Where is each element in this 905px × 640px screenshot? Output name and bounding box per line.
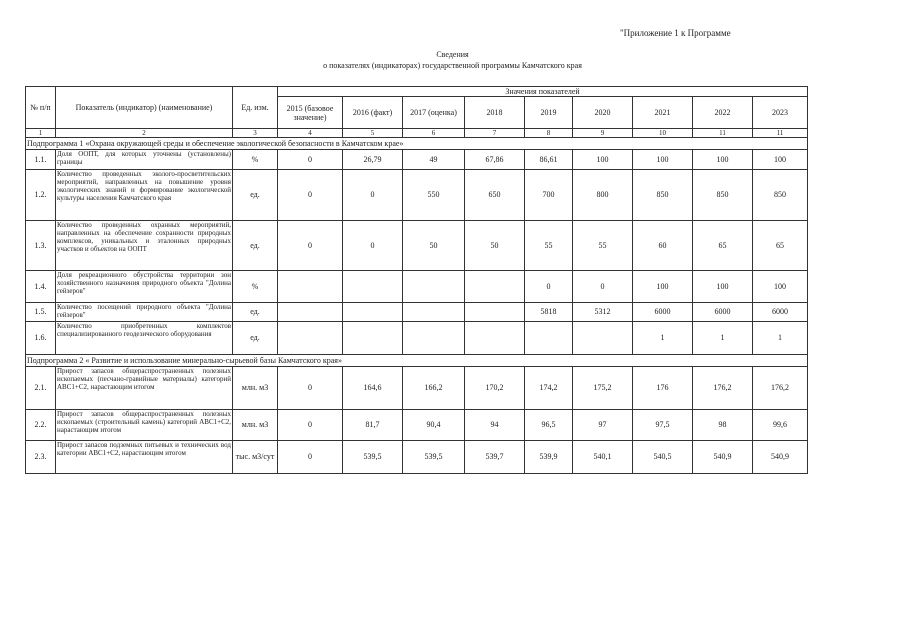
row-number: 1.3.: [26, 221, 56, 271]
value-cell: 96,5: [525, 410, 573, 441]
header-year: 2022: [693, 97, 753, 129]
value-cell: [465, 322, 525, 355]
value-cell: 1: [753, 322, 808, 355]
indicator-name: Прирост запасов общераспространенных полезных ископаемых (строительный камень) категорий АВС1+С2, нарастающим итогом: [56, 410, 233, 441]
column-number: 9: [573, 129, 633, 138]
appendix-label: "Приложение 1 к Программе: [620, 28, 731, 38]
indicator-name: Доля ООПТ, для которых уточнены (установлены) границы: [56, 150, 233, 170]
column-number: 1: [26, 129, 56, 138]
value-cell: [465, 271, 525, 303]
indicator-row: [26, 221, 808, 271]
indicator-name: Доля рекреационного обустройства территории зон хозяйственного назначения природного объекта "Долина гейзеров": [56, 271, 233, 303]
indicator-name: Количество проведенных охранных мероприятий, направленных на обеспечение сохранности природных комплексов, уникальных и эталонных природных участков и объектов на ООПТ: [56, 221, 233, 271]
value-cell: 539,5: [343, 441, 403, 474]
heading-line-1: Сведения: [436, 50, 469, 59]
row-number: 1.5.: [26, 303, 56, 322]
indicator-row: [26, 271, 808, 303]
value-cell: 97,5: [633, 410, 693, 441]
value-cell: 100: [573, 150, 633, 170]
value-cell: 100: [633, 271, 693, 303]
unit-cell: тыс. м3/сут: [233, 441, 278, 474]
value-cell: 850: [693, 170, 753, 221]
row-number: 2.3.: [26, 441, 56, 474]
row-number: 1.6.: [26, 322, 56, 355]
value-cell: [403, 271, 465, 303]
value-cell: 100: [753, 271, 808, 303]
value-cell: 100: [633, 150, 693, 170]
indicator-name: Прирост запасов подземных питьевых и технических вод категории АВС1+С2, нарастающим итогом: [56, 441, 233, 474]
value-cell: 65: [753, 221, 808, 271]
value-cell: [573, 322, 633, 355]
column-number: 3: [233, 129, 278, 138]
column-number: 8: [525, 129, 573, 138]
value-cell: 100: [753, 150, 808, 170]
column-number: 5: [343, 129, 403, 138]
header-year: 2019: [525, 97, 573, 129]
indicator-row: [26, 441, 808, 474]
column-number: 10: [633, 129, 693, 138]
heading-line-2: о показателях (индикаторах) государственной программы Камчатского края: [323, 61, 582, 70]
value-cell: [343, 322, 403, 355]
unit-cell: ед.: [233, 303, 278, 322]
value-cell: 100: [693, 271, 753, 303]
value-cell: 170,2: [465, 367, 525, 410]
row-number: 1.2.: [26, 170, 56, 221]
value-cell: 540,9: [753, 441, 808, 474]
header-indicator: Показатель (индикатор) (наименование): [56, 87, 233, 129]
value-cell: 98: [693, 410, 753, 441]
indicator-row: [26, 150, 808, 170]
row-number: 1.4.: [26, 271, 56, 303]
indicator-name: Количество посещений природного объекта "Долина гейзеров": [56, 303, 233, 322]
value-cell: [525, 322, 573, 355]
value-cell: 6000: [753, 303, 808, 322]
row-number: 2.1.: [26, 367, 56, 410]
unit-cell: %: [233, 150, 278, 170]
value-cell: 55: [573, 221, 633, 271]
value-cell: 540,5: [633, 441, 693, 474]
value-cell: 550: [403, 170, 465, 221]
value-cell: 539,9: [525, 441, 573, 474]
value-cell: 175,2: [573, 367, 633, 410]
value-cell: 86,61: [525, 150, 573, 170]
column-number: 2: [56, 129, 233, 138]
subprogram-title: Подпрограмма 2 « Развитие и использование минерально-сырьевой базы Камчатского края»: [26, 355, 808, 367]
column-number: 11: [693, 129, 753, 138]
value-cell: 174,2: [525, 367, 573, 410]
value-cell: 540,1: [573, 441, 633, 474]
unit-cell: ед.: [233, 221, 278, 271]
indicators-table: [25, 86, 808, 474]
value-cell: [278, 322, 343, 355]
value-cell: 55: [525, 221, 573, 271]
subprogram-row: [26, 355, 808, 367]
value-cell: 176: [633, 367, 693, 410]
value-cell: 0: [278, 221, 343, 271]
value-cell: 0: [278, 441, 343, 474]
value-cell: 700: [525, 170, 573, 221]
value-cell: [343, 271, 403, 303]
value-cell: 800: [573, 170, 633, 221]
header-year: 2020: [573, 97, 633, 129]
value-cell: 539,5: [403, 441, 465, 474]
value-cell: 67,86: [465, 150, 525, 170]
value-cell: 65: [693, 221, 753, 271]
header-year: 2017 (оценка): [403, 97, 465, 129]
header-year: 2015 (базовое значение): [278, 97, 343, 129]
value-cell: 90,4: [403, 410, 465, 441]
value-cell: [403, 322, 465, 355]
indicator-name: Прирост запасов общераспространенных полезных ископаемых (песчано-гравийные материалы) категорий АВС1+С2, нарастающим итогом: [56, 367, 233, 410]
value-cell: [278, 303, 343, 322]
value-cell: 0: [573, 271, 633, 303]
column-number-row: [26, 129, 808, 138]
value-cell: 50: [465, 221, 525, 271]
value-cell: 6000: [633, 303, 693, 322]
indicator-row: [26, 322, 808, 355]
indicator-row: [26, 410, 808, 441]
document-heading: [0, 49, 905, 71]
value-cell: 5818: [525, 303, 573, 322]
value-cell: 0: [278, 367, 343, 410]
value-cell: 26,79: [343, 150, 403, 170]
header-no: № п/п: [26, 87, 56, 129]
value-cell: 94: [465, 410, 525, 441]
header-year: 2023: [753, 97, 808, 129]
value-cell: 164,6: [343, 367, 403, 410]
indicator-row: [26, 170, 808, 221]
row-number: 2.2.: [26, 410, 56, 441]
value-cell: 176,2: [693, 367, 753, 410]
value-cell: 0: [343, 221, 403, 271]
subprogram-row: [26, 138, 808, 150]
value-cell: [403, 303, 465, 322]
value-cell: 60: [633, 221, 693, 271]
value-cell: 100: [693, 150, 753, 170]
value-cell: 850: [753, 170, 808, 221]
column-number: 6: [403, 129, 465, 138]
column-number: 7: [465, 129, 525, 138]
value-cell: 0: [278, 170, 343, 221]
value-cell: [278, 271, 343, 303]
column-number: 11: [753, 129, 808, 138]
value-cell: 6000: [693, 303, 753, 322]
unit-cell: млн. м3: [233, 367, 278, 410]
value-cell: [343, 303, 403, 322]
unit-cell: млн. м3: [233, 410, 278, 441]
value-cell: 539,7: [465, 441, 525, 474]
value-cell: 0: [525, 271, 573, 303]
indicator-name: Количество проведенных эколого-просветительских мероприятий, направленных на повышение уровня экологических знаний и формирование экологической культуры населения Камчатского края: [56, 170, 233, 221]
value-cell: 540,9: [693, 441, 753, 474]
indicator-row: [26, 367, 808, 410]
value-cell: [465, 303, 525, 322]
subprogram-title: Подпрограмма 1 «Охрана окружающей среды и обеспечение экологической безопасности в Камчатском крае»: [26, 138, 808, 150]
value-cell: 0: [278, 150, 343, 170]
header-year: 2018: [465, 97, 525, 129]
value-cell: 166,2: [403, 367, 465, 410]
value-cell: 650: [465, 170, 525, 221]
value-cell: 50: [403, 221, 465, 271]
row-number: 1.1.: [26, 150, 56, 170]
value-cell: 81,7: [343, 410, 403, 441]
header-year: 2021: [633, 97, 693, 129]
indicator-name: Количество приобретенных комплектов специализированного геодезического оборудования: [56, 322, 233, 355]
value-cell: 850: [633, 170, 693, 221]
column-number: 4: [278, 129, 343, 138]
value-cell: 0: [278, 410, 343, 441]
unit-cell: ед.: [233, 170, 278, 221]
value-cell: 99,6: [753, 410, 808, 441]
value-cell: 97: [573, 410, 633, 441]
value-cell: 1: [693, 322, 753, 355]
value-cell: 1: [633, 322, 693, 355]
value-cell: 49: [403, 150, 465, 170]
value-cell: 5312: [573, 303, 633, 322]
header-values-group: Значения показателей: [278, 87, 808, 97]
header-unit: Ед. изм.: [233, 87, 278, 129]
unit-cell: ед.: [233, 322, 278, 355]
indicator-row: [26, 303, 808, 322]
header-year: 2016 (факт): [343, 97, 403, 129]
unit-cell: %: [233, 271, 278, 303]
value-cell: 176,2: [753, 367, 808, 410]
value-cell: 0: [343, 170, 403, 221]
